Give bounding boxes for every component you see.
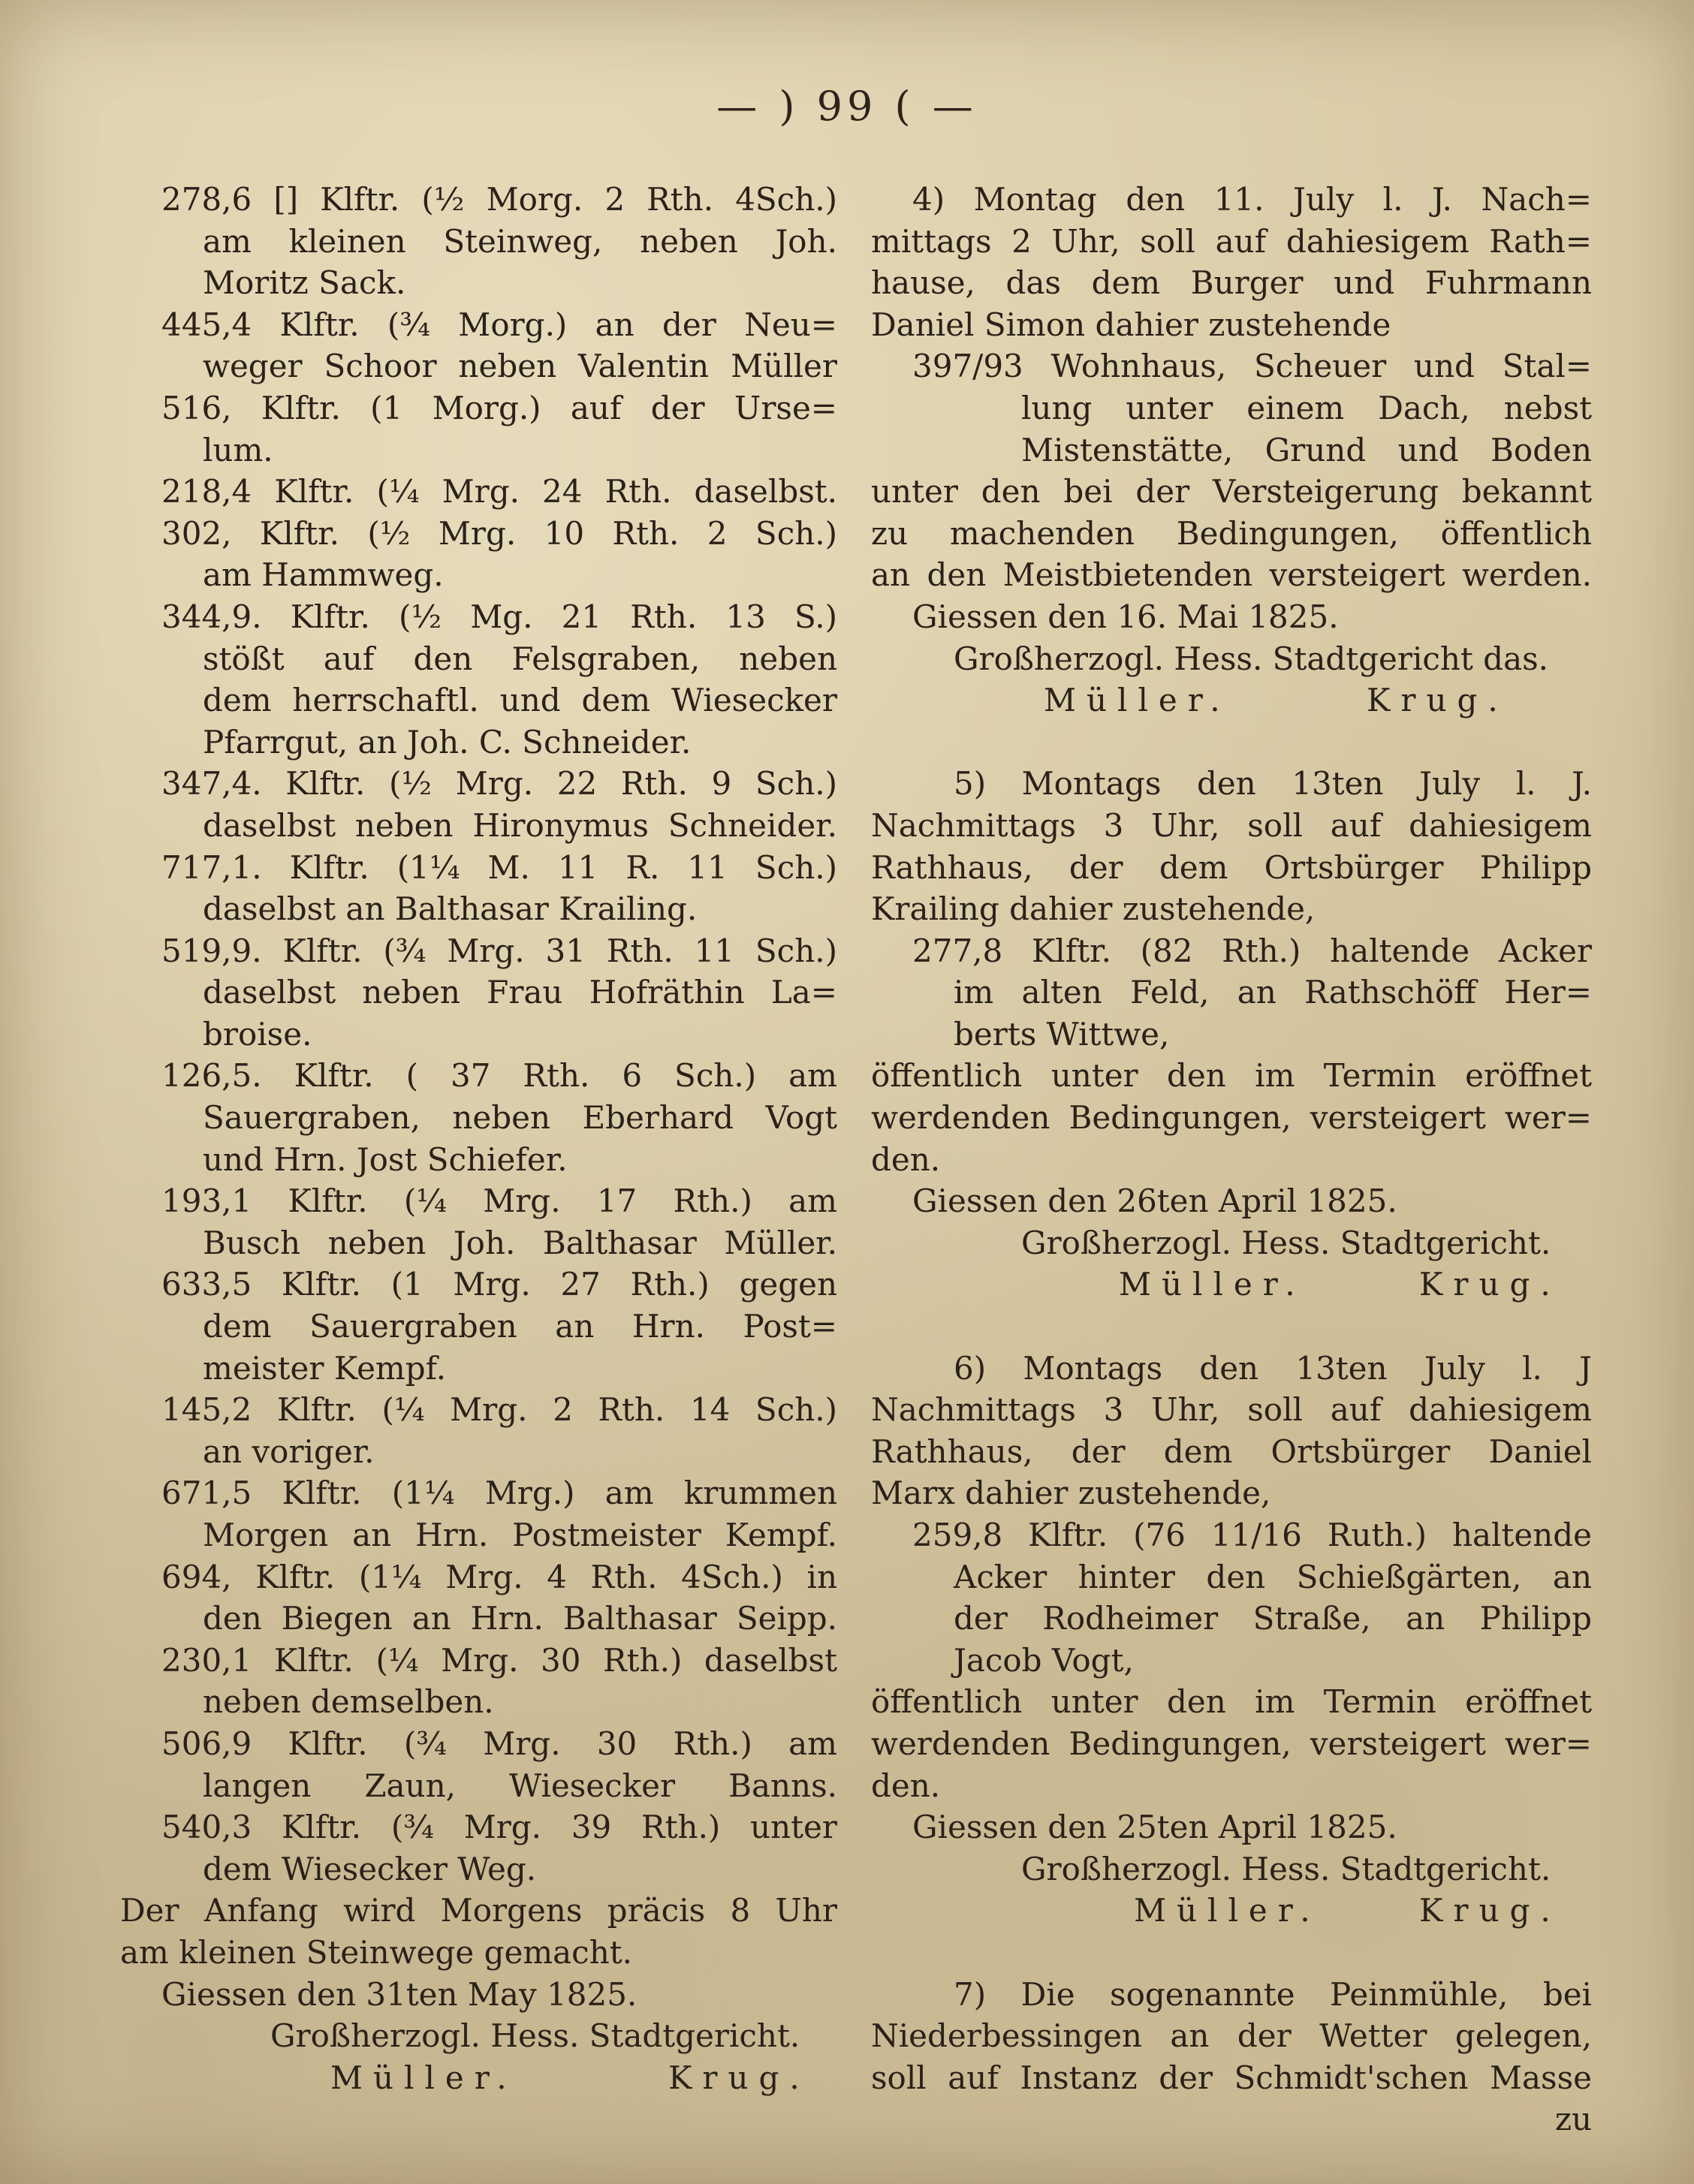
text-line: 519,9. Klftr. (¾ Mrg. 31 Rth. 11 Sch.) <box>161 932 837 969</box>
text-line: 347,4. Klftr. (½ Mrg. 22 Rth. 9 Sch.) <box>161 765 837 803</box>
text-line: werdenden Bedingungen, versteigert wer= <box>871 1099 1592 1137</box>
text-line: öffentlich unter den im Termin eröffnet <box>871 1057 1592 1095</box>
date-line: Giessen den 26ten April 1825. <box>912 1182 1397 1220</box>
text-line: lum. <box>203 431 273 468</box>
text-line: 694, Klftr. (1¼ Mrg. 4 Rth. 4Sch.) in <box>161 1558 837 1595</box>
text-line: 6) Montags den 13ten July l. J <box>954 1349 1592 1387</box>
text-line: 302, Klftr. (½ Mrg. 10 Rth. 2 Sch.) <box>161 514 837 552</box>
signature-krug: Krug. <box>668 2059 810 2096</box>
court-signature: Großherzogl. Hess. Stadtgericht das. <box>954 640 1549 677</box>
text-line: Morgen an Hrn. Postmeister Kempf. <box>203 1517 837 1553</box>
text-line: daselbst neben Frau Hofräthin La= <box>203 974 837 1011</box>
section-gap <box>871 721 1592 764</box>
left-column <box>120 179 837 2098</box>
text-line: 633,5 Klftr. (1 Mrg. 27 Rth.) gegen <box>161 1266 837 1303</box>
text-line: Der Anfang wird Morgens präcis 8 Uhr <box>120 1892 837 1929</box>
text-line: 193,1 Klftr. (¼ Mrg. 17 Rth.) am <box>161 1182 837 1220</box>
text-line: Nachmittags 3 Uhr, soll auf dahiesigem <box>871 806 1592 844</box>
text-line: Busch neben Joh. Balthasar Müller. <box>203 1224 837 1261</box>
text-line: werdenden Bedingungen, versteigert wer= <box>871 1725 1592 1762</box>
signature-line <box>871 1264 1592 1306</box>
text-line: dem Sauergraben an Hrn. Post= <box>203 1308 837 1345</box>
text-line: dem Wiesecker Weg. <box>203 1850 537 1887</box>
text-line: 5) Montags den 13ten July l. J. <box>954 765 1592 803</box>
text-line: 278,6 [] Klftr. (½ Morg. 2 Rth. 4Sch.) <box>161 181 837 218</box>
text-line: 7) Die sogenannte Peinmühle, bei <box>954 1975 1592 2013</box>
text-line: broise. <box>203 1015 312 1053</box>
text-line: den. <box>871 1140 941 1178</box>
text-line: meister Kempf. <box>203 1349 447 1387</box>
text-line: dem herrschaftl. und dem Wiesecker <box>203 682 837 719</box>
text-line: 506,9 Klftr. (¾ Mrg. 30 Rth.) am <box>161 1725 837 1762</box>
text-line: an voriger. <box>203 1432 375 1470</box>
text-line: berts Wittwe, <box>954 1015 1170 1053</box>
text-line: Mistenstätte, Grund und Boden <box>1021 431 1592 468</box>
text-line: lung unter einem Dach, nebst <box>1021 389 1592 426</box>
text-line: 717,1. Klftr. (1¼ M. 11 R. 11 Sch.) <box>161 848 837 886</box>
date-line: Giessen den 25ten April 1825. <box>912 1809 1397 1846</box>
text-line: 277,8 Klftr. (82 Rth.) haltende Acker <box>912 932 1592 969</box>
section-gap <box>871 1306 1592 1348</box>
signature-mueller: Müller. <box>1044 682 1231 719</box>
text-line: am kleinen Steinwege gemacht. <box>120 1933 632 1971</box>
signature-mueller: Müller. <box>330 2059 517 2096</box>
text-line: Marx dahier zustehende, <box>871 1475 1271 1512</box>
signature-krug: Krug. <box>1419 1892 1561 1929</box>
text-line: Rathhaus, der dem Ortsbürger Philipp <box>871 848 1592 886</box>
text-line: den. <box>871 1767 941 1804</box>
text-line: Krailing dahier zustehende, <box>871 890 1316 928</box>
signature-mueller: Müller. <box>1134 1892 1321 1929</box>
signature-krug: Krug. <box>1367 682 1509 719</box>
text-line: stößt auf den Felsgraben, neben <box>203 640 837 677</box>
text-line: soll auf Instanz der Schmidt'schen Masse <box>871 2059 1592 2096</box>
text-line: 516, Klftr. (1 Morg.) auf der Urse= <box>161 389 837 426</box>
text-line: mittags 2 Uhr, soll auf dahiesigem Rath= <box>871 222 1592 260</box>
date-line: Giessen den 16. Mai 1825. <box>912 598 1339 635</box>
text-line: unter den bei der Versteigerung bekannt <box>871 473 1592 511</box>
text-line: Rathhaus, der dem Ortsbürger Daniel <box>871 1432 1592 1470</box>
text-line: daselbst an Balthasar Krailing. <box>203 890 698 928</box>
text-line: der Rodheimer Straße, an Philipp <box>954 1600 1592 1637</box>
text-line: Acker hinter den Schießgärten, an <box>954 1558 1592 1595</box>
text-line: Pfarrgut, an Joh. C. Schneider. <box>203 723 692 761</box>
text-line: hause, das dem Burger und Fuhrmann <box>871 264 1592 302</box>
text-line: neben demselben. <box>203 1683 494 1721</box>
signature-krug: Krug. <box>1419 1266 1561 1303</box>
text-line: an den Meistbietenden versteigert werden. <box>871 556 1592 594</box>
court-signature: Großherzogl. Hess. Stadtgericht. <box>1021 1224 1551 1261</box>
text-line: 145,2 Klftr. (¼ Mrg. 2 Rth. 14 Sch.) <box>161 1391 837 1429</box>
text-line: 230,1 Klftr. (¼ Mrg. 30 Rth.) daselbst <box>161 1641 837 1679</box>
text-line: 671,5 Klftr. (1¼ Mrg.) am krummen <box>161 1475 837 1512</box>
court-signature: Großherzogl. Hess. Stadtgericht. <box>270 2017 800 2055</box>
text-line: zu machenden Bedingungen, öffentlich <box>871 514 1592 552</box>
text-line: langen Zaun, Wiesecker Banns. <box>203 1767 837 1804</box>
text-line: Nachmittags 3 Uhr, soll auf dahiesigem <box>871 1391 1592 1429</box>
text-line: Daniel Simon dahier zustehende <box>871 306 1391 343</box>
signature-mueller: Müller. <box>1119 1266 1306 1303</box>
text-line: daselbst neben Hironymus Schneider. <box>203 806 837 844</box>
text-line: weger Schoor neben Valentin Müller <box>203 348 837 385</box>
text-line: am Hammweg. <box>203 556 444 594</box>
right-column <box>871 179 1592 2140</box>
text-line: 259,8 Klftr. (76 11/16 Ruth.) haltende <box>912 1517 1592 1553</box>
date-line: Giessen den 31ten May 1825. <box>161 1975 638 2013</box>
text-line: Sauergraben, neben Eberhard Vogt <box>203 1099 837 1137</box>
text-line: den Biegen an Hrn. Balthasar Seipp. <box>203 1600 837 1637</box>
catchword: zu <box>1554 2101 1592 2138</box>
text-line: 126,5. Klftr. ( 37 Rth. 6 Sch.) am <box>161 1057 837 1095</box>
text-line: im alten Feld, an Rathschöff Her= <box>954 974 1592 1011</box>
text-line: Moritz Sack. <box>203 264 406 302</box>
text-line: 218,4 Klftr. (¼ Mrg. 24 Rth. daselbst. <box>161 473 837 511</box>
text-line: Niederbessingen an der Wetter gelegen, <box>871 2017 1592 2055</box>
page-header: — ) 99 ( — <box>716 83 978 130</box>
text-line: 445,4 Klftr. (¾ Morg.) an der Neu= <box>161 306 837 343</box>
text-line: öffentlich unter den im Termin eröffnet <box>871 1683 1592 1721</box>
signature-line <box>871 679 1592 721</box>
text-line: am kleinen Steinweg, neben Joh. <box>203 222 837 260</box>
text-line: 4) Montag den 11. July l. J. Nach= <box>912 181 1592 218</box>
signature-line <box>871 1890 1592 1932</box>
text-line: und Hrn. Jost Schiefer. <box>203 1140 568 1178</box>
text-line: 344,9. Klftr. (½ Mg. 21 Rth. 13 S.) <box>161 598 837 635</box>
text-line: 540,3 Klftr. (¾ Mrg. 39 Rth.) unter <box>161 1809 837 1846</box>
section-gap <box>871 1932 1592 1974</box>
text-line: Jacob Vogt, <box>954 1641 1134 1679</box>
text-line: 397/93 Wohnhaus, Scheuer und Stal= <box>912 348 1592 385</box>
court-signature: Großherzogl. Hess. Stadtgericht. <box>1021 1850 1551 1887</box>
signature-line <box>120 2057 837 2099</box>
